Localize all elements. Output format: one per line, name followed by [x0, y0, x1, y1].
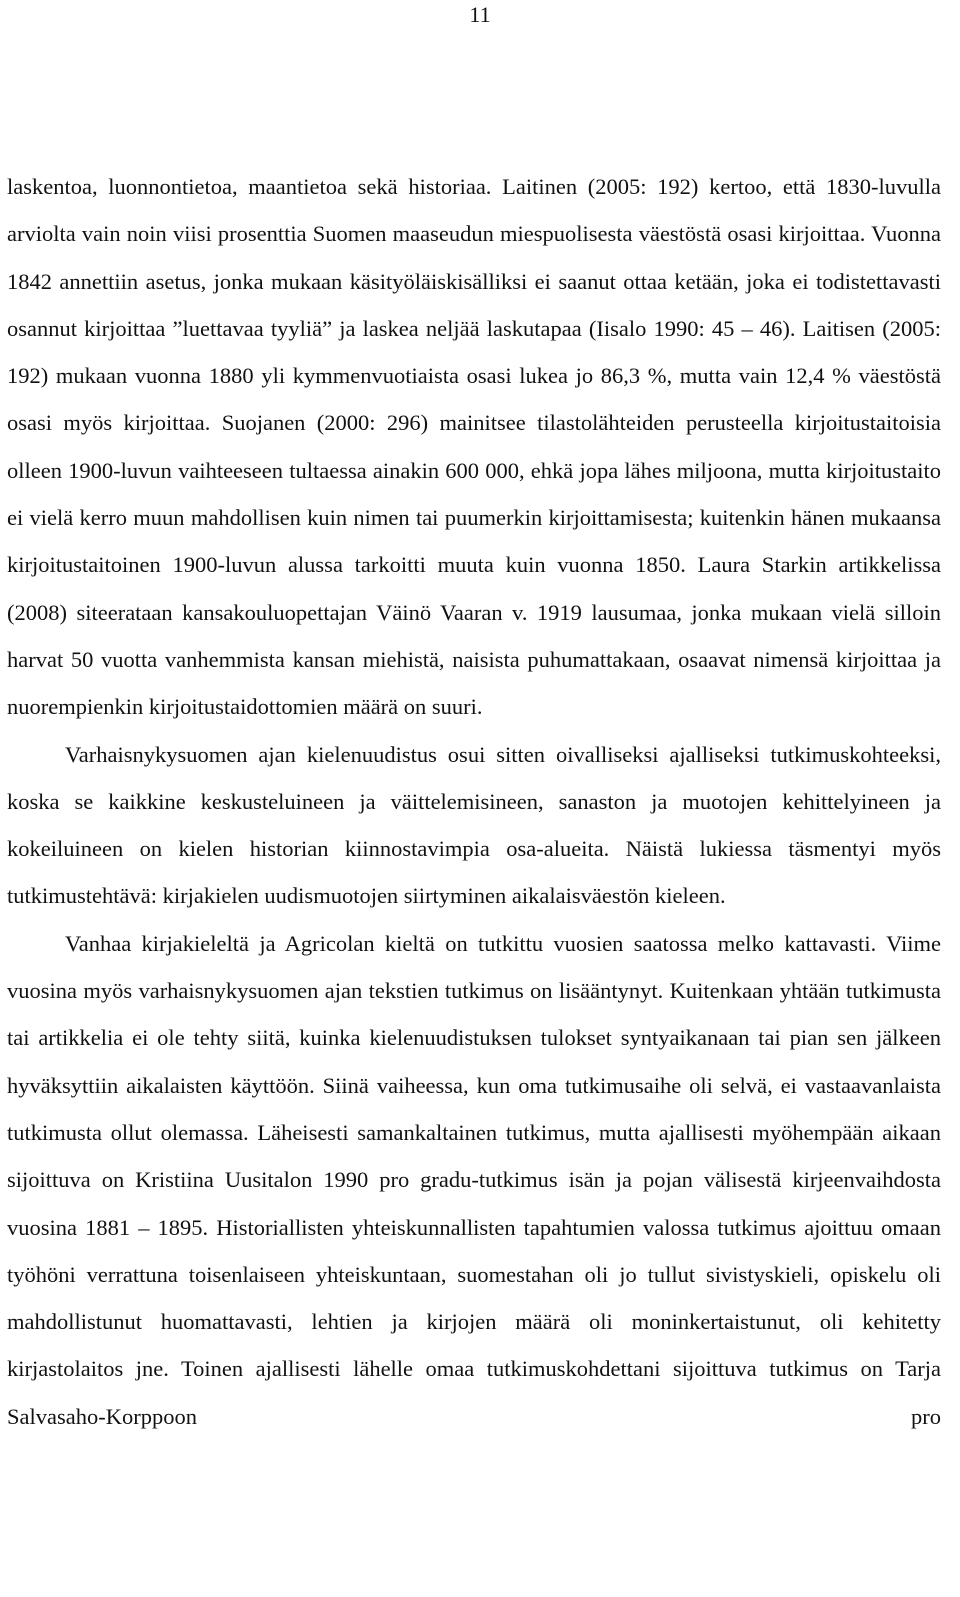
body-text	[7, 163, 941, 1440]
text-line: valossa tutkimus ajoittuu omaan työhöni verrattuna toisenlaiseen yhteiskuntaan,	[7, 1214, 942, 1287]
paragraph-3	[7, 920, 941, 1440]
text-line: ollut olemassa. Läheisesti samankaltainen tutkimus, mutta ajallisesti myöhempään	[110, 1119, 874, 1145]
text-line: silloin harvat 50 vuotta vanhemmista kansan miehistä, naisista puhumattakaan, osaavat	[7, 599, 942, 672]
text-line: ja kirjojen määrä oli moninkertaistunut, oli kehitetty kirjastolaitos jne. Toinen ajallisesti	[7, 1309, 942, 1382]
text-line: laskentoa, luonnontietoa, maantietoa sekä historiaa. Laitinen (2005: 192) kertoo, että	[7, 174, 816, 199]
text-line: Näistä lukiessa täsmentyi myös tutkimustehtävä: kirjakielen uudismuotojen siirtyminen	[7, 836, 941, 909]
text-line: Varhaisnykysuomen ajan kielenuudistus osui sitten oivalliseksi ajalliseksi	[65, 741, 760, 767]
text-line: tutkimuskohteeksi, koska se kaikkine keskusteluineen ja väittelemisineen, sanaston ja	[7, 741, 941, 814]
text-line: nimen tai puumerkin kirjoittamisesta; kuitenkin hänen mukaansa kirjoitustaitoinen	[7, 505, 942, 578]
text-line: kattavasti. Viime vuosina myös varhaisnykysuomen ajan tekstien tutkimus on	[7, 930, 941, 1004]
page-number: 11	[469, 2, 491, 27]
text-line: suomestahan oli jo tullut sivistyskieli, opiskelu oli mahdollistunut huomattavasti, lehtien	[7, 1261, 942, 1335]
text-line: kirjeenvaihdosta vuosina 1881 – 1895. Historiallisten yhteiskunnallisten tapahtumien	[7, 1167, 942, 1240]
text-line: aikalaisväestön kieleen.	[511, 883, 726, 909]
text-line: käyttöön. Siinä vaiheessa, kun oma tutkimusaihe oli selvä, ei vastaavanlaista tutkimusta	[7, 1072, 941, 1145]
text-line: väestöstä osasi kirjoittaa. Vuonna 1842 annettiin asetus, jonka mukaan	[7, 221, 941, 294]
text-line: Vanhaa kirjakieleltä ja Agricolan kieltä on tutkittu vuosien saatossa melko	[65, 930, 775, 956]
text-line: lisääntynyt. Kuitenkaan yhtään tutkimusta tai artikkelia ei ole tehty siitä, kuinka	[7, 978, 942, 1051]
text-line: kielenuudistuksen tulokset syntyaikanaan tai pian sen jälkeen hyväksyttiin aikalaisten	[7, 1025, 941, 1098]
text-line: mukaan vuonna 1880 yli kymmenvuotiaista osasi lukea jo 86,3 %, mutta vain 12,4 %	[55, 363, 851, 389]
text-line: käsityöläiskisälliksi ei saanut ottaa ketään, joka ei todistettavasti osannut kirjoittaa	[7, 268, 942, 341]
paragraph-2	[7, 731, 941, 920]
text-line: väestöstä osasi myös kirjoittaa. Suojanen (2000: 296) mainitsee tilastolähteiden	[7, 363, 941, 436]
text-line: nimensä kirjoittaa ja nuorempienkin kirjoitustaidottomien määrä on suuri.	[7, 646, 942, 720]
text-line: muotojen kehittelyineen ja kokeiluineen on kielen historian kiinnostavimpia osa-alueita.	[7, 788, 941, 862]
text-line: aikaan sijoittuva on Kristiina Uusitalon 1990 pro gradu-tutkimus isän ja pojan välisestä	[7, 1119, 942, 1193]
paragraph-1	[7, 163, 941, 731]
text-line: perusteella kirjoitustaitoisia olleen 1900-luvun vaihteeseen tultaessa ainakin 600 000,	[7, 410, 941, 483]
text-line: ”luettavaa tyyliä” ja laskea neljää laskutapaa (Iisalo 1990: 45 – 46). Laitisen (2005: 192)	[7, 315, 942, 389]
text-line: 1900-luvun alussa tarkoitti muuta kuin vuonna 1850. Laura Starkin artikkelissa (2008)	[7, 552, 941, 625]
text-line: 1830-luvulla arviolta vain noin viisi prosenttia Suomen maaseudun miespuolisesta	[7, 174, 942, 247]
text-line: lähelle omaa tutkimuskohdettani sijoittuva tutkimus on Tarja Salvasaho-Korppoon pro	[7, 1356, 941, 1429]
text-line: ehkä jopa lähes miljoona, mutta kirjoitustaito ei vielä kerro muun mahdollisen kuin	[7, 457, 941, 531]
text-line: siteerataan kansakouluopettajan Väinö Vaaran v. 1919 lausumaa, jonka mukaan vielä	[76, 599, 876, 625]
